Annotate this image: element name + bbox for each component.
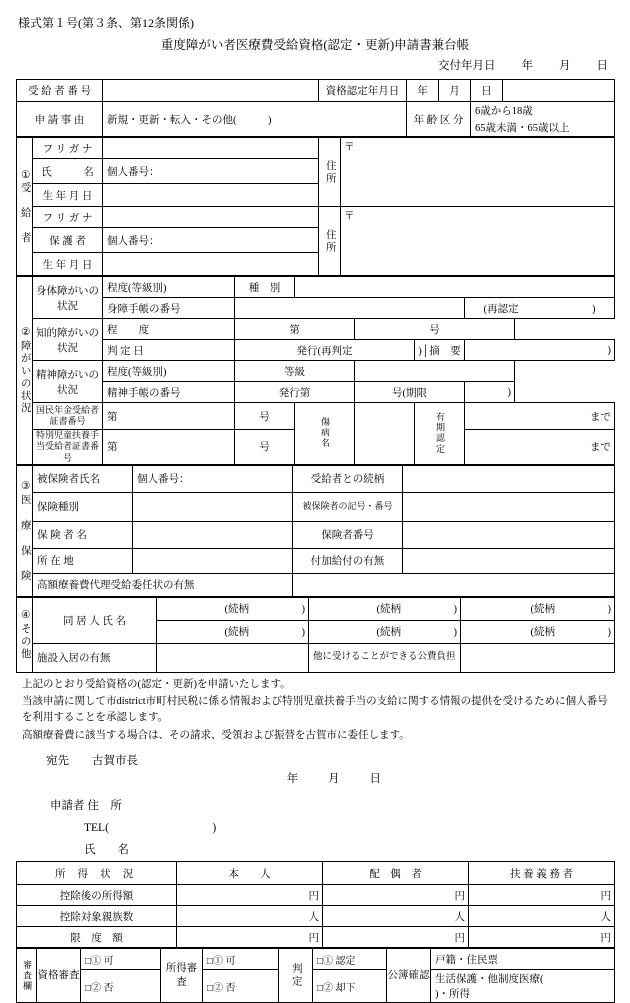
guardian-furigana-value[interactable] bbox=[103, 207, 319, 228]
recipient-address-label-cell bbox=[319, 138, 341, 207]
insured-symbol-value[interactable] bbox=[403, 492, 615, 521]
addressee: 宛先 古賀市長 bbox=[46, 754, 138, 767]
recipient-no-label: 受 給 者 番 号 bbox=[17, 80, 103, 102]
review-row bbox=[17, 949, 615, 970]
income-opt-2[interactable]: □② 否 bbox=[203, 970, 279, 1003]
recipient-address-label: 住所 bbox=[324, 159, 336, 185]
guardian-label: 保 護 者 bbox=[33, 228, 103, 253]
section2-side-label: 障がいの状況 bbox=[19, 340, 31, 415]
review-side-label: 審査欄 bbox=[22, 959, 32, 992]
issue-year: 年 bbox=[521, 60, 533, 72]
physical-book-label[interactable]: 身障手帳の番号 bbox=[103, 298, 235, 319]
reissue-judge-label[interactable]: 発行(再判定 bbox=[235, 340, 415, 361]
insurer-name-label: 保 険 者 名 bbox=[33, 521, 133, 548]
insurer-name-value[interactable] bbox=[133, 521, 293, 548]
age-option-2[interactable]: 65歳未満・65歳以上 bbox=[475, 123, 570, 134]
recipient-no-row bbox=[17, 80, 615, 102]
public-doc-2-end: )・所得 bbox=[435, 989, 470, 1001]
judge-opt-2[interactable]: □② 却下 bbox=[313, 970, 387, 1003]
issue-date-label: 交付年月日 bbox=[438, 60, 496, 72]
physical-book-value[interactable] bbox=[235, 298, 465, 319]
qual-date-label: 資格認定年月日 bbox=[319, 80, 407, 102]
intellectual-judge-row bbox=[17, 340, 615, 361]
recipient-address-value[interactable] bbox=[341, 138, 615, 207]
extra-benefit-value[interactable] bbox=[403, 548, 615, 573]
extra-benefit-label: 付加給付の有無 bbox=[293, 548, 403, 573]
reason-label: 申 請 事 由 bbox=[17, 102, 103, 137]
section4-table bbox=[16, 597, 615, 673]
allowance-until[interactable]: まで bbox=[465, 430, 615, 465]
income-row-2-label: 限 度 額 bbox=[17, 927, 177, 948]
qual-day[interactable]: 日 bbox=[471, 80, 503, 102]
section3-side bbox=[17, 465, 33, 596]
recipient-birth-label: 生 年 月 日 bbox=[33, 184, 103, 207]
proxy-value[interactable] bbox=[293, 573, 615, 596]
insurance-type-row bbox=[17, 492, 615, 521]
qual-month[interactable]: 月 bbox=[439, 80, 471, 102]
other-public-value[interactable] bbox=[461, 643, 615, 672]
guardian-birth-label: 生 年 月 日 bbox=[33, 253, 103, 276]
injury-value[interactable] bbox=[355, 403, 415, 465]
income-row-0-supporter[interactable]: 円 bbox=[469, 885, 615, 906]
facility-row bbox=[17, 643, 615, 672]
income-review-label: 所得審査 bbox=[165, 963, 198, 988]
physical-grade-label[interactable]: 程度(等級別) bbox=[103, 277, 235, 298]
section1-table bbox=[16, 137, 615, 276]
insured-symbol-cell bbox=[293, 492, 403, 521]
statement-line-2: 当該申請に関して市district市町村民税に係る情報および特別児童扶養手当の支給に関する情報の提供を受けるために個人番号を利用することを承認します。 bbox=[22, 696, 608, 724]
pension-label-cell bbox=[33, 403, 103, 430]
recipient-birth-value[interactable] bbox=[103, 184, 319, 207]
mental-grade-row bbox=[17, 361, 615, 382]
income-header-row bbox=[17, 862, 615, 885]
cohabitant-relation-6[interactable]: (続柄 ) bbox=[461, 620, 615, 643]
mental-limit-close[interactable]: ) bbox=[465, 382, 515, 403]
review-row-2 bbox=[17, 970, 615, 1003]
other-public-cell bbox=[309, 643, 461, 672]
summary-label: )│摘 要 bbox=[415, 340, 465, 361]
summary-close[interactable]: ) bbox=[465, 340, 615, 361]
income-row-0-self[interactable]: 円 bbox=[177, 885, 323, 906]
location-value[interactable] bbox=[133, 548, 293, 573]
facility-value[interactable] bbox=[157, 643, 309, 672]
applicant-address-label[interactable]: 申請者 住 所 bbox=[50, 799, 122, 812]
insurer-no-value[interactable] bbox=[403, 521, 615, 548]
mental-class-value[interactable] bbox=[355, 361, 515, 382]
cohabitant-relation-2[interactable]: (続柄 ) bbox=[309, 597, 461, 620]
qualification-label: 資格審査 bbox=[37, 970, 80, 982]
income-header-1: 本 人 bbox=[177, 862, 323, 885]
guardian-furigana-row bbox=[17, 207, 615, 228]
section3-marker: ③ bbox=[19, 479, 31, 494]
statement-line-3: 高額療養費に該当する場合は、その請求、受領および振替を古賀市に委任します。 bbox=[22, 729, 410, 741]
physical-book-row bbox=[17, 298, 615, 319]
allowance-no2: 号 bbox=[235, 430, 295, 465]
section1-marker: ① bbox=[19, 168, 31, 183]
mental-label bbox=[33, 361, 103, 403]
guardian-furigana-label: フ リ ガ ナ bbox=[33, 207, 103, 228]
reason-options[interactable]: 新規・更新・転入・その他( ) bbox=[103, 102, 407, 137]
pension-no2: 号 bbox=[235, 403, 295, 430]
public-doc-2[interactable] bbox=[431, 970, 615, 1003]
guardian-address-value[interactable] bbox=[341, 207, 615, 276]
applicant-name-label[interactable]: 氏 名 bbox=[84, 843, 135, 856]
income-row-1 bbox=[17, 906, 615, 927]
pension-until[interactable]: まで bbox=[465, 403, 615, 430]
allowance-no1[interactable]: 第 bbox=[103, 430, 235, 465]
judge-opt-1[interactable]: □① 認定 bbox=[313, 949, 387, 970]
age-class-options bbox=[471, 102, 615, 137]
applicant-tel[interactable]: TEL( ) bbox=[84, 821, 217, 834]
injury-label: 傷病名 bbox=[320, 417, 330, 450]
statement-line-1: 上記のとおり受給資格の(認定・更新)を申請いたします。 bbox=[22, 678, 291, 690]
insurer-no-label: 保険者番号 bbox=[293, 521, 403, 548]
pension-no1[interactable]: 第 bbox=[103, 403, 235, 430]
allowance-label: 特別児童扶養手当受給者証書番号 bbox=[35, 430, 99, 463]
income-row-0-spouse[interactable]: 円 bbox=[323, 885, 469, 906]
income-opt-1[interactable]: □① 可 bbox=[203, 949, 279, 970]
insured-symbol-label: 被保険者の記号・番号 bbox=[302, 501, 393, 512]
cohabitant-row-1 bbox=[17, 597, 615, 620]
public-check-cell bbox=[387, 949, 431, 1003]
income-row-2-supporter[interactable]: 円 bbox=[469, 927, 615, 948]
section2-table bbox=[16, 276, 615, 465]
qual-blank[interactable] bbox=[503, 80, 615, 102]
intellectual-no2: 号 bbox=[355, 319, 515, 340]
location-row bbox=[17, 548, 615, 573]
income-review-cell bbox=[161, 949, 203, 1003]
page-title: 重度障がい者医療費受給資格(認定・更新)申請書兼台帳 bbox=[160, 38, 470, 52]
section3-table bbox=[16, 465, 615, 597]
insured-name-row bbox=[17, 465, 615, 492]
public-doc-2-text: 生活保護・他制度医療( bbox=[435, 974, 544, 986]
income-row-1-spouse[interactable]: 人 bbox=[323, 906, 469, 927]
income-row-1-label: 控除対象親族数 bbox=[17, 906, 177, 927]
section4-side bbox=[17, 597, 33, 672]
public-doc-1[interactable]: 戸籍・住民票 bbox=[431, 949, 615, 970]
mental-book-row bbox=[17, 382, 615, 403]
review-side bbox=[17, 949, 37, 1003]
mental-issue-label: 発行第 bbox=[235, 382, 355, 403]
age-option-1[interactable]: 6歳から18歳 bbox=[475, 106, 533, 117]
income-header-2: 配 偶 者 bbox=[323, 862, 469, 885]
intellectual-grade-label[interactable]: 程 度 bbox=[103, 319, 235, 340]
income-row-2 bbox=[17, 927, 615, 948]
guardian-postal-mark: 〒 bbox=[344, 211, 355, 222]
recipient-mynumber[interactable]: 個人番号： bbox=[103, 159, 319, 184]
facility-label: 施設入居の有無 bbox=[33, 643, 157, 672]
insured-name-label: 被保険者氏名 bbox=[33, 465, 133, 492]
physical-recert[interactable]: (再認定 ) bbox=[465, 298, 615, 319]
age-class-label: 年 齢 区 分 bbox=[407, 102, 471, 137]
physical-grade-row bbox=[17, 277, 615, 298]
issue-day: 日 bbox=[596, 60, 608, 72]
mental-book-label[interactable]: 精神手帳の番号 bbox=[103, 382, 235, 403]
injury-cell bbox=[295, 403, 355, 465]
section1-side-label: 受 給 者 bbox=[19, 182, 31, 245]
mental-limit-label: 号(期限 bbox=[355, 382, 465, 403]
section3-side-label: 医 療 保 険 bbox=[19, 493, 31, 582]
mental-class-label: 等級 bbox=[235, 361, 355, 382]
relation-value[interactable] bbox=[403, 465, 615, 492]
cohabitant-label: 同 居 人 氏 名 bbox=[33, 597, 157, 643]
qualification-opt-2[interactable]: □② 否 bbox=[81, 970, 161, 1003]
physical-type-label: 種 別 bbox=[235, 277, 295, 298]
other-public-label: 他に受けることができる公費負担 bbox=[313, 651, 456, 662]
income-header-0: 所 得 状 況 bbox=[17, 862, 177, 885]
intellectual-grade-row bbox=[17, 319, 615, 340]
judge-label: 判定 bbox=[290, 963, 302, 989]
relation-label: 受給者との続柄 bbox=[293, 465, 403, 492]
issue-date-row bbox=[16, 57, 608, 73]
income-row-0-label: 控除後の所得額 bbox=[17, 885, 177, 906]
intellectual-no1: 第 bbox=[235, 319, 355, 340]
qualification-cell bbox=[37, 949, 81, 1003]
location-label: 所 在 地 bbox=[33, 548, 133, 573]
mental-grade-label[interactable]: 程度(等級別) bbox=[103, 361, 235, 382]
cohabitant-relation-5[interactable]: (続柄 ) bbox=[309, 620, 461, 643]
physical-type-value[interactable] bbox=[295, 277, 615, 298]
qual-year[interactable]: 年 bbox=[407, 80, 439, 102]
guardian-mynumber[interactable]: 個人番号： bbox=[103, 228, 319, 253]
allowance-label-cell bbox=[33, 430, 103, 465]
income-row-1-self[interactable]: 人 bbox=[177, 906, 323, 927]
applicant-block bbox=[50, 796, 614, 862]
physical-label bbox=[33, 277, 103, 319]
cohabitant-relation-4[interactable]: (続柄 ) bbox=[157, 620, 309, 643]
qualification-opt-1[interactable]: □① 可 bbox=[81, 949, 161, 970]
income-row-2-self[interactable]: 円 bbox=[177, 927, 323, 948]
income-table bbox=[16, 861, 615, 948]
proxy-row bbox=[17, 573, 615, 596]
intellectual-label bbox=[33, 319, 103, 361]
pension-row bbox=[17, 403, 615, 430]
guardian-birth-value[interactable] bbox=[103, 253, 319, 276]
section2-side bbox=[17, 277, 33, 465]
recipient-block bbox=[17, 138, 615, 159]
insurance-type-label: 保険種別 bbox=[33, 492, 133, 521]
section2-marker: ② bbox=[19, 326, 31, 341]
insured-mynumber[interactable]: 個人番号： bbox=[133, 465, 293, 492]
cohabitant-relation-1[interactable]: (続柄 ) bbox=[157, 597, 309, 620]
section4-side-label: その他 bbox=[19, 623, 31, 661]
top-table bbox=[16, 79, 615, 137]
recipient-postal-mark: 〒 bbox=[344, 142, 355, 153]
public-check-label: 公簿確認 bbox=[387, 970, 430, 982]
term-cert-label: 有期認定 bbox=[435, 412, 445, 455]
guardian-address-label-cell bbox=[319, 207, 341, 276]
statement-date-line[interactable]: 年 月 日 bbox=[286, 772, 384, 785]
insurance-type-value[interactable] bbox=[133, 492, 293, 521]
judge-date-label[interactable]: 判 定 日 bbox=[103, 340, 235, 361]
furigana-value[interactable] bbox=[103, 138, 319, 159]
income-row-1-supporter[interactable]: 人 bbox=[469, 906, 615, 927]
pension-label: 国民年金受給者証書番号 bbox=[35, 404, 99, 426]
income-header-3: 扶 養 義 務 者 bbox=[469, 862, 615, 885]
recipient-name-label: 氏 名 bbox=[33, 159, 103, 184]
reason-row bbox=[17, 102, 615, 137]
judge-cell bbox=[279, 949, 313, 1003]
insurer-name-row bbox=[17, 521, 615, 548]
term-cert-cell bbox=[415, 403, 465, 465]
furigana-label: フ リ ガ ナ bbox=[33, 138, 103, 159]
statement-block bbox=[22, 677, 612, 744]
recipient-no-value[interactable] bbox=[103, 80, 319, 102]
review-table bbox=[16, 948, 615, 1003]
cohabitant-relation-3[interactable]: (続柄 ) bbox=[461, 597, 615, 620]
intellectual-label-text: 知的障がいの状況 bbox=[36, 327, 99, 354]
income-row-2-spouse[interactable]: 円 bbox=[323, 927, 469, 948]
guardian-address-label: 住所 bbox=[324, 228, 336, 254]
mental-label-text: 精神障がいの状況 bbox=[36, 369, 99, 396]
proxy-label: 高額療養費代理受給委任状の有無 bbox=[33, 573, 293, 596]
form-number: 様式第１号(第３条、第12条関係) bbox=[18, 16, 194, 30]
section4-marker: ④ bbox=[19, 609, 31, 624]
physical-label-text: 身体障がいの状況 bbox=[36, 285, 99, 312]
issue-month: 月 bbox=[559, 60, 571, 72]
section1-side bbox=[17, 138, 33, 276]
